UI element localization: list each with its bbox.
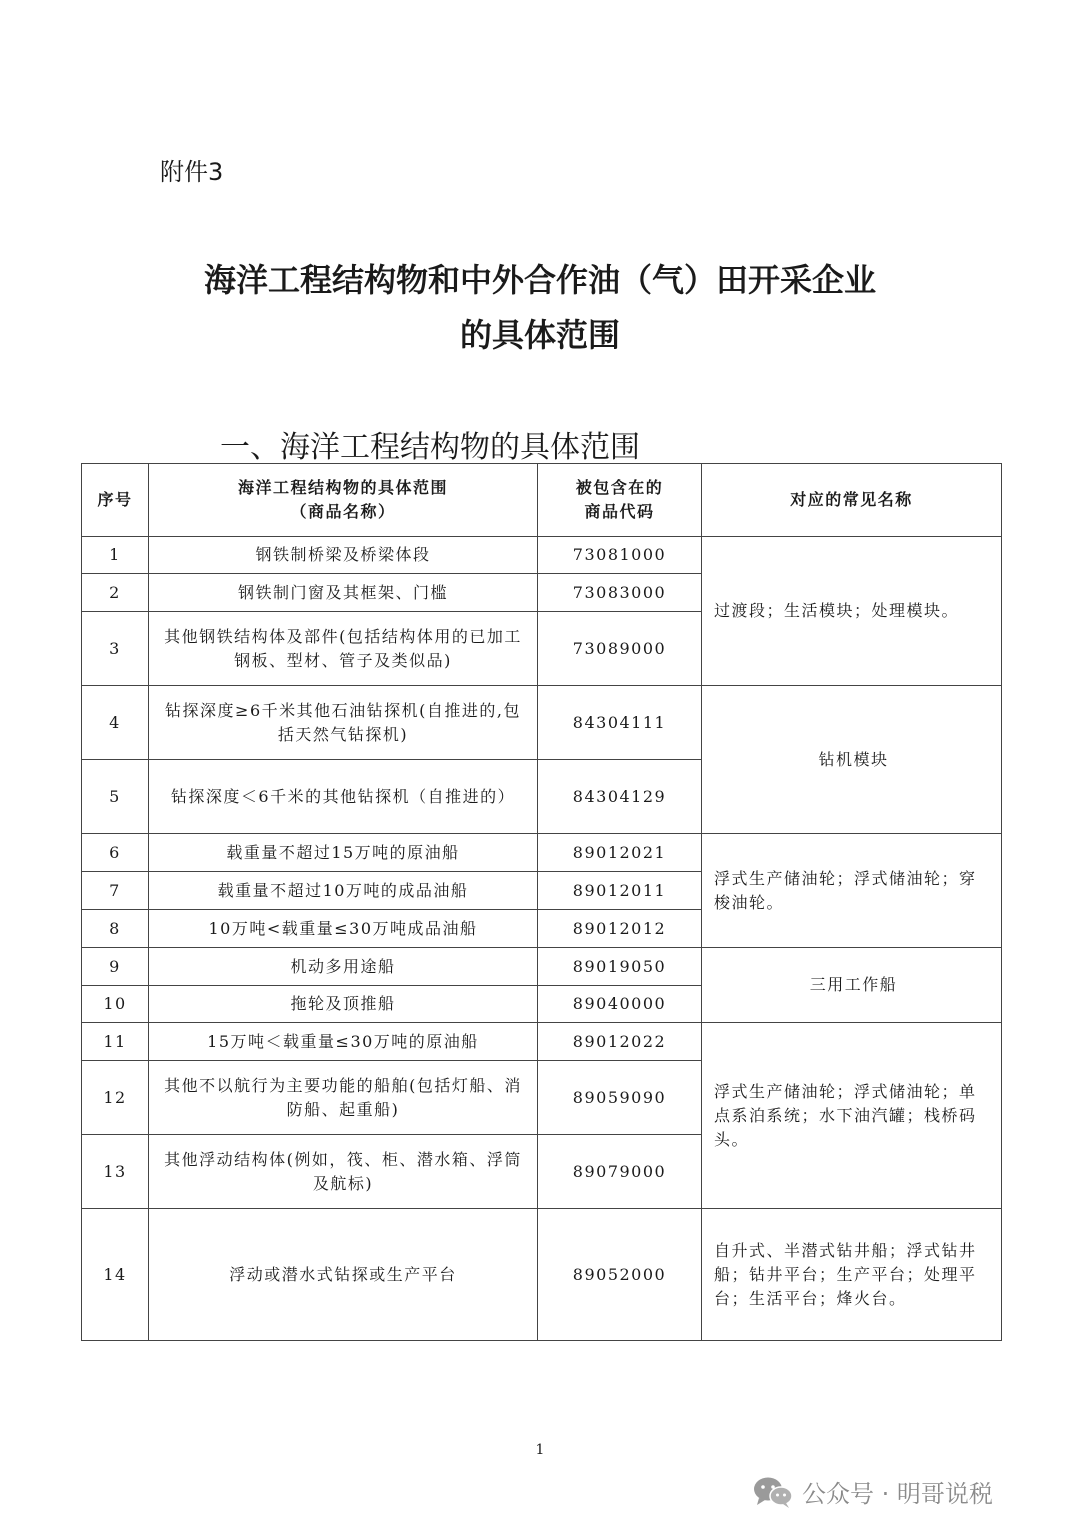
cell-seq: 5: [82, 760, 149, 834]
cell-seq: 13: [82, 1135, 149, 1209]
header-common: 对应的常见名称: [702, 464, 1002, 537]
cell-seq: 11: [82, 1023, 149, 1061]
cell-name: 钻探深度＜6千米的其他钻探机（自推进的）: [149, 760, 538, 834]
cell-common-name: 钻机模块: [702, 686, 1002, 834]
cell-seq: 2: [82, 574, 149, 612]
cell-name: 其他钢铁结构体及部件(包括结构体用的已加工钢板、型材、管子及类似品): [149, 612, 538, 686]
cell-seq: 6: [82, 834, 149, 872]
cell-common-name: 过渡段；生活模块；处理模块。: [702, 537, 1002, 686]
cell-code: 73081000: [538, 537, 702, 574]
wechat-icon: [752, 1475, 794, 1509]
cell-code: 89079000: [538, 1135, 702, 1209]
cell-seq: 12: [82, 1061, 149, 1135]
cell-name: 载重量不超过15万吨的原油船: [149, 834, 538, 872]
cell-name: 10万吨<载重量≤30万吨成品油船: [149, 910, 538, 948]
cell-code: 89052000: [538, 1209, 702, 1341]
cell-code: 89019050: [538, 948, 702, 986]
cell-code: 89059090: [538, 1061, 702, 1135]
cell-name: 拖轮及顶推船: [149, 986, 538, 1023]
cell-seq: 14: [82, 1209, 149, 1341]
cell-name: 其他不以航行为主要功能的船舶(包括灯船、消防船、起重船): [149, 1061, 538, 1135]
watermark: [752, 1474, 993, 1509]
cell-code: 84304129: [538, 760, 702, 834]
header-scope: [149, 464, 538, 537]
attachment-label: 附件3: [160, 158, 224, 186]
document-title-line1: 海洋工程结构物和中外合作油（气）田开采企业: [203, 261, 876, 299]
cell-code: 73089000: [538, 612, 702, 686]
cell-name: 其他浮动结构体(例如，筏、柜、潜水箱、浮筒及航标): [149, 1135, 538, 1209]
cell-name: 机动多用途船: [149, 948, 538, 986]
cell-seq: 1: [82, 537, 149, 574]
cell-code: 89040000: [538, 986, 702, 1023]
cell-seq: 3: [82, 612, 149, 686]
cell-common-name: 浮式生产储油轮；浮式储油轮；单点系泊系统；水下油汽罐；栈桥码头。: [702, 1023, 1002, 1209]
cell-name: 钻探深度≥6千米其他石油钻探机(自推进的,包括天然气钻探机): [149, 686, 538, 760]
cell-code: 89012022: [538, 1023, 702, 1061]
header-code: [538, 464, 702, 537]
page-number: 1: [535, 1442, 545, 1458]
header-seq: 序号: [82, 464, 149, 537]
header-scope-line2: （商品名称）: [290, 502, 396, 521]
cell-seq: 10: [82, 986, 149, 1023]
table-row: [82, 686, 1002, 760]
cell-name: 载重量不超过10万吨的成品油船: [149, 872, 538, 910]
table-header-row: [82, 464, 1002, 537]
cell-common-name: 三用工作船: [702, 948, 1002, 1023]
section-heading: 一、海洋工程结构物的具体范围: [220, 430, 640, 465]
header-code-line1: 被包含在的: [575, 478, 664, 497]
cell-seq: 7: [82, 872, 149, 910]
cell-seq: 8: [82, 910, 149, 948]
cell-name: 15万吨＜载重量≤30万吨的原油船: [149, 1023, 538, 1061]
cell-code: 89012011: [538, 872, 702, 910]
header-code-line2: 商品代码: [584, 502, 655, 521]
header-scope-line1: 海洋工程结构物的具体范围: [237, 478, 448, 497]
cell-name: 钢铁制桥梁及桥梁体段: [149, 537, 538, 574]
cell-name: 浮动或潜水式钻探或生产平台: [149, 1209, 538, 1341]
cell-code: 89012012: [538, 910, 702, 948]
table-row: [82, 1023, 1002, 1061]
table-row: [82, 537, 1002, 574]
cell-common-name: 浮式生产储油轮；浮式储油轮；穿梭油轮。: [702, 834, 1002, 948]
cell-seq: 4: [82, 686, 149, 760]
document-title-line2: 的具体范围: [459, 316, 620, 354]
table-row: [82, 1209, 1002, 1341]
cell-code: 73083000: [538, 574, 702, 612]
cell-code: 89012021: [538, 834, 702, 872]
watermark-text: 公众号 · 明哥说税: [802, 1480, 993, 1508]
scope-table: [81, 463, 1002, 1341]
table-row: [82, 948, 1002, 986]
cell-common-name: 自升式、半潜式钻井船；浮式钻井船；钻井平台；生产平台；处理平台；生活平台；烽火台。: [702, 1209, 1002, 1341]
cell-seq: 9: [82, 948, 149, 986]
cell-name: 钢铁制门窗及其框架、门槛: [149, 574, 538, 612]
cell-code: 84304111: [538, 686, 702, 760]
table-row: [82, 834, 1002, 872]
